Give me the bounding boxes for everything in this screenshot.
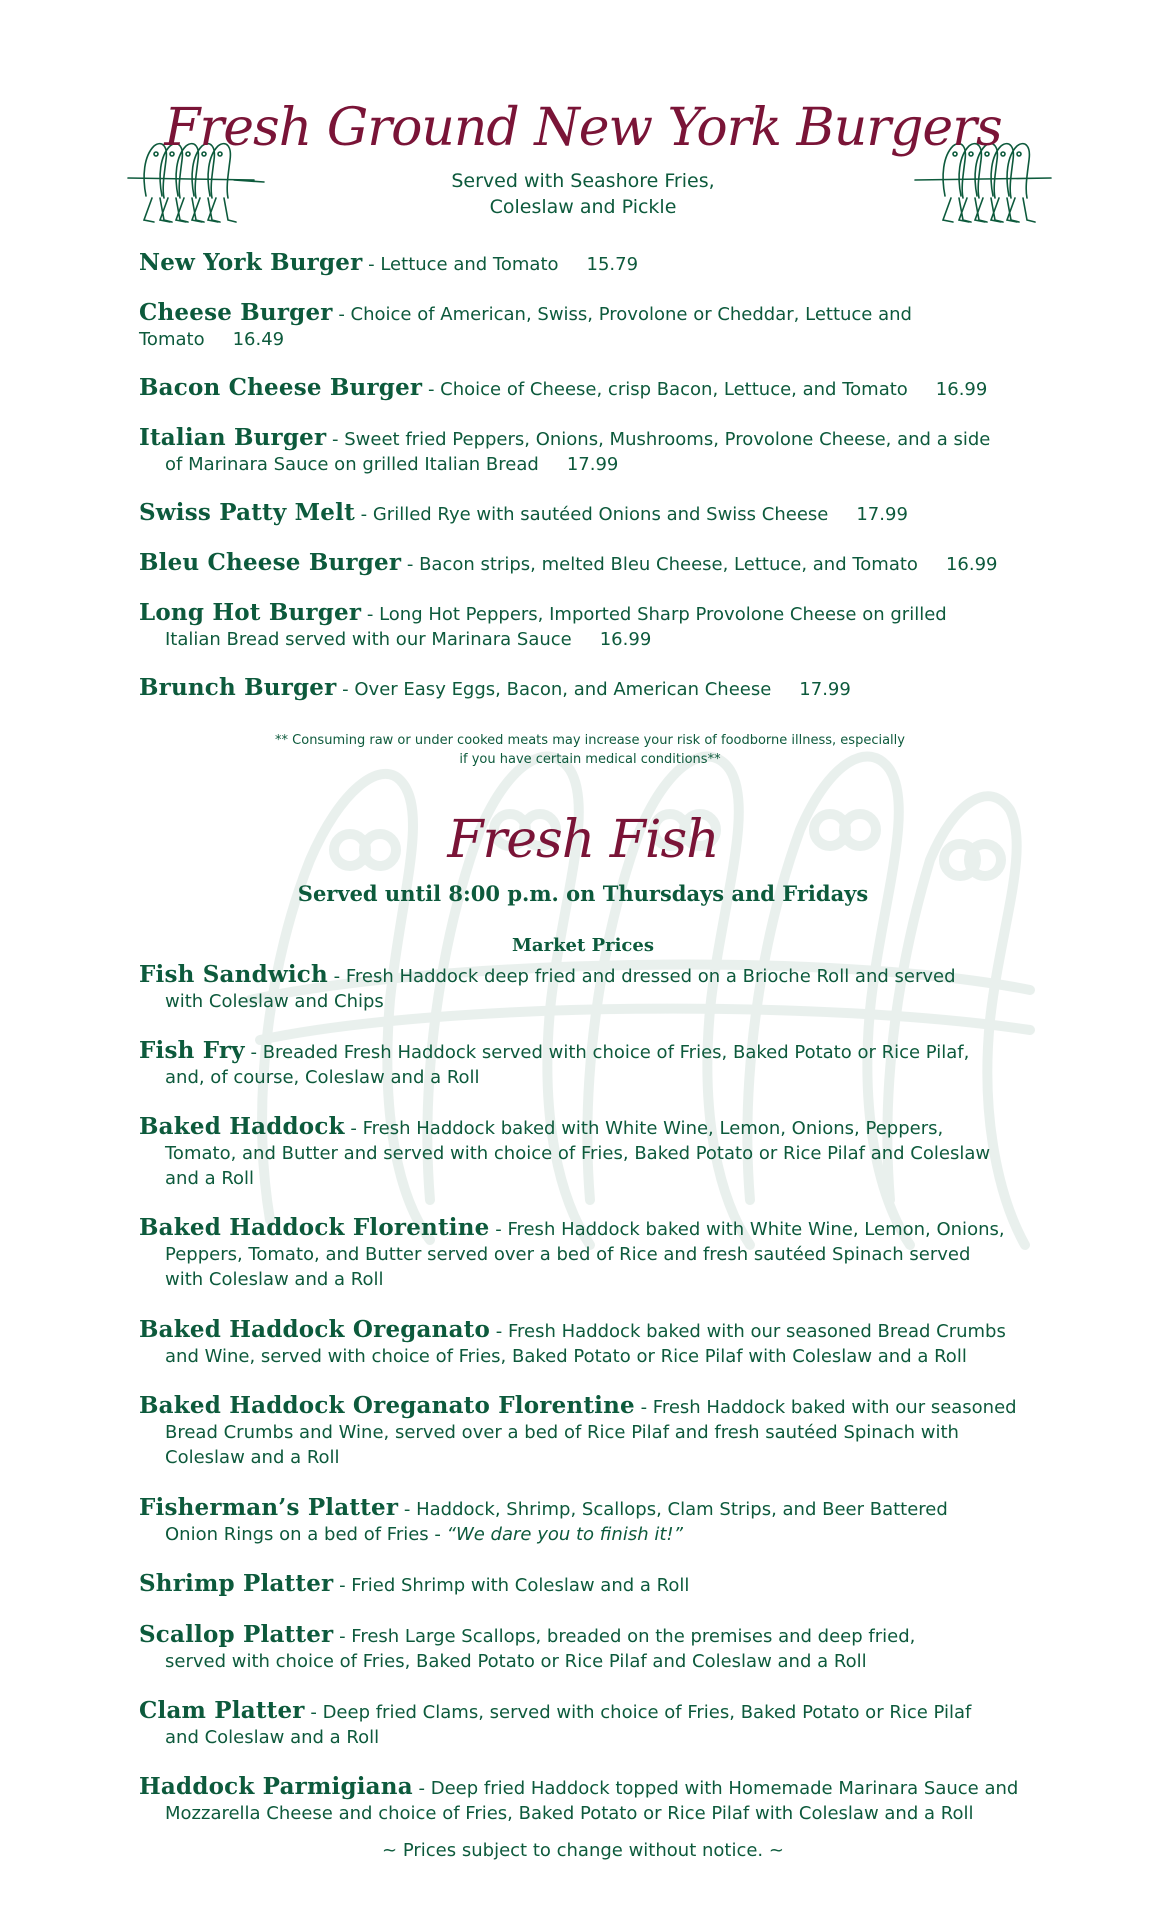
item-desc-cont: of Marinara Sauce on grilled Italian Bread [165,454,539,475]
item-name: Shrimp Platter [139,1570,334,1597]
health-note [200,731,980,769]
item-desc: - Fried Shrimp with Coleslaw and a Roll [333,1575,690,1596]
item-desc: - Fresh Haddock baked with White Wine, Lemon, Onions, [489,1219,1005,1240]
menu-item-cheese-burger [139,300,1037,352]
item-desc: - Fresh Large Scallops, breaded on the premises and deep fried, [333,1626,916,1647]
item-desc: - Haddock, Shrimp, Scallops, Clam Strips, and Beer Battered [398,1499,948,1520]
item-name: Baked Haddock Oreganato Florentine [139,1392,635,1419]
item-name: Fisherman’s Platter [139,1494,399,1521]
item-name: New York Burger [139,249,363,276]
item-desc-cont: with Coleslaw and Chips [165,991,384,1012]
item-desc-cont: Onion Rings on a bed of Fries - [165,1524,447,1545]
item-price: 17.99 [799,679,851,700]
item-desc-cont: served with choice of Fries, Baked Potato or Rice Pilaf and Coleslaw and a Roll [165,1651,867,1672]
item-desc-cont: and Coleslaw and a Roll [165,1727,380,1748]
item-desc: - Fresh Haddock baked with White Wine, Lemon, Onions, Peppers, [344,1118,944,1139]
menu-item-baked-haddock-oreganato-florentine [139,1393,1037,1470]
item-name: Fish Fry [139,1037,245,1064]
item-desc-cont: and Wine, served with choice of Fries, Baked Potato or Rice Pilaf with Coleslaw and a Roll [165,1346,967,1367]
menu-item-shrimp-platter [139,1571,1037,1598]
item-desc-cont: Peppers, Tomato, and Butter served over a bed of Rice and fresh sautéed Spinach served [165,1244,971,1265]
item-desc: - Deep fried Haddock topped with Homemade Marinara Sauce and [412,1778,1019,1799]
item-price: 16.49 [232,329,285,350]
item-desc-cont2: Coleslaw and a Roll [165,1447,340,1468]
menu-item-fish-fry [139,1038,1037,1090]
item-name: Fish Sandwich [139,961,328,988]
item-desc-cont: Mozzarella Cheese and choice of Fries, Baked Potato or Rice Pilaf with Coleslaw and a Roll [165,1803,974,1824]
item-desc: - Fresh Haddock baked with our seasoned Bread Crumbs [490,1321,1006,1342]
item-desc-cont: Italian Bread served with our Marinara Sauce [165,629,572,650]
menu-item-swiss-patty-melt [139,500,1037,527]
item-name: Swiss Patty Melt [139,499,355,526]
fish-served-hours: Served until 8:00 p.m. on Thursdays and Fridays [297,881,869,906]
item-price: 16.99 [945,554,998,575]
item-desc: - Bacon strips, melted Bleu Cheese, Lettuce, and Tomato [401,554,918,575]
fish-title: Fresh Fish [447,810,719,870]
item-name: Cheese Burger [139,299,333,326]
item-desc: - Lettuce and Tomato [362,254,559,275]
burgers-subtitle-line1: Served with Seashore Fries, [451,170,715,192]
price-disclaimer: ~ Prices subject to change without notice. ~ [382,1840,784,1861]
item-price: 16.99 [599,629,652,650]
item-desc: - Choice of Cheese, crisp Bacon, Lettuce, and Tomato [422,379,908,400]
menu-item-baked-haddock [139,1114,1037,1191]
item-desc-cont: Tomato [139,329,205,350]
item-name: Clam Platter [139,1697,305,1724]
menu-item-scallop-platter [139,1622,1037,1674]
item-desc-cont2: and a Roll [165,1168,255,1189]
item-desc: - Fresh Haddock deep fried and dressed on a Brioche Roll and served [327,966,956,987]
item-price: 15.79 [586,254,639,275]
item-name: Baked Haddock [139,1113,345,1140]
item-price: 17.99 [566,454,619,475]
item-desc-cont: Tomato, and Butter and served with choice of Fries, Baked Potato or Rice Pilaf and Coleslaw [165,1143,991,1164]
item-name: Haddock Parmigiana [139,1773,413,1800]
health-note-line2: if you have certain medical conditions** [459,752,721,767]
menu-item-fish-sandwich [139,962,1037,1014]
menu-item-new-york-burger [139,250,1037,277]
menu-item-fishermans-platter [139,1495,1037,1547]
menu-item-bleu-cheese-burger [139,550,1037,577]
item-desc-cont: Bread Crumbs and Wine, served over a bed of Rice Pilaf and fresh sautéed Spinach with [165,1422,959,1443]
item-desc: - Breaded Fresh Haddock served with choice of Fries, Baked Potato or Rice Pilaf, [244,1042,970,1063]
health-note-line1: ** Consuming raw or under cooked meats may increase your risk of foodborne illness, especially [275,733,905,748]
item-desc: - Deep fried Clams, served with choice of Fries, Baked Potato or Rice Pilaf [304,1702,972,1723]
menu-item-clam-platter [139,1698,1037,1750]
menu-item-baked-haddock-oreganato [139,1317,1037,1369]
menu-item-long-hot-burger [139,600,1037,652]
item-desc: - Choice of American, Swiss, Provolone or Cheddar, Lettuce and [332,304,912,325]
item-price: 16.99 [935,379,988,400]
item-name: Baked Haddock Oreganato [139,1316,491,1343]
menu-item-baked-haddock-florentine [139,1215,1037,1292]
burgers-subtitle [0,168,1166,220]
burgers-subtitle-line2: Coleslaw and Pickle [489,196,677,218]
item-desc: - Over Easy Eggs, Bacon, and American Cheese [336,679,772,700]
item-desc: - Grilled Rye with sautéed Onions and Swiss Cheese [354,504,829,525]
menu-item-italian-burger [139,425,1037,477]
fish-market-prices: Market Prices [512,935,654,956]
item-tagline: “We dare you to finish it!” [446,1524,683,1545]
item-desc-cont: and, of course, Coleslaw and a Roll [165,1067,480,1088]
burgers-title: Fresh Ground New York Burgers [164,98,1002,158]
menu-item-brunch-burger [139,675,1037,702]
item-name: Bacon Cheese Burger [139,374,423,401]
item-desc: - Sweet fried Peppers, Onions, Mushrooms, Provolone Cheese, and a side [326,429,991,450]
item-name: Bleu Cheese Burger [139,549,402,576]
item-name: Italian Burger [139,424,327,451]
menu-item-bacon-cheese-burger [139,375,1037,402]
item-name: Scallop Platter [139,1621,334,1648]
item-desc: - Long Hot Peppers, Imported Sharp Provolone Cheese on grilled [361,604,947,625]
item-name: Baked Haddock Florentine [139,1214,490,1241]
menu-item-haddock-parmigiana [139,1774,1037,1826]
item-name: Brunch Burger [139,674,337,701]
item-price: 17.99 [856,504,908,525]
item-desc: - Fresh Haddock baked with our seasoned [634,1397,1017,1418]
item-name: Long Hot Burger [139,599,362,626]
item-desc-cont2: with Coleslaw and a Roll [165,1269,384,1290]
